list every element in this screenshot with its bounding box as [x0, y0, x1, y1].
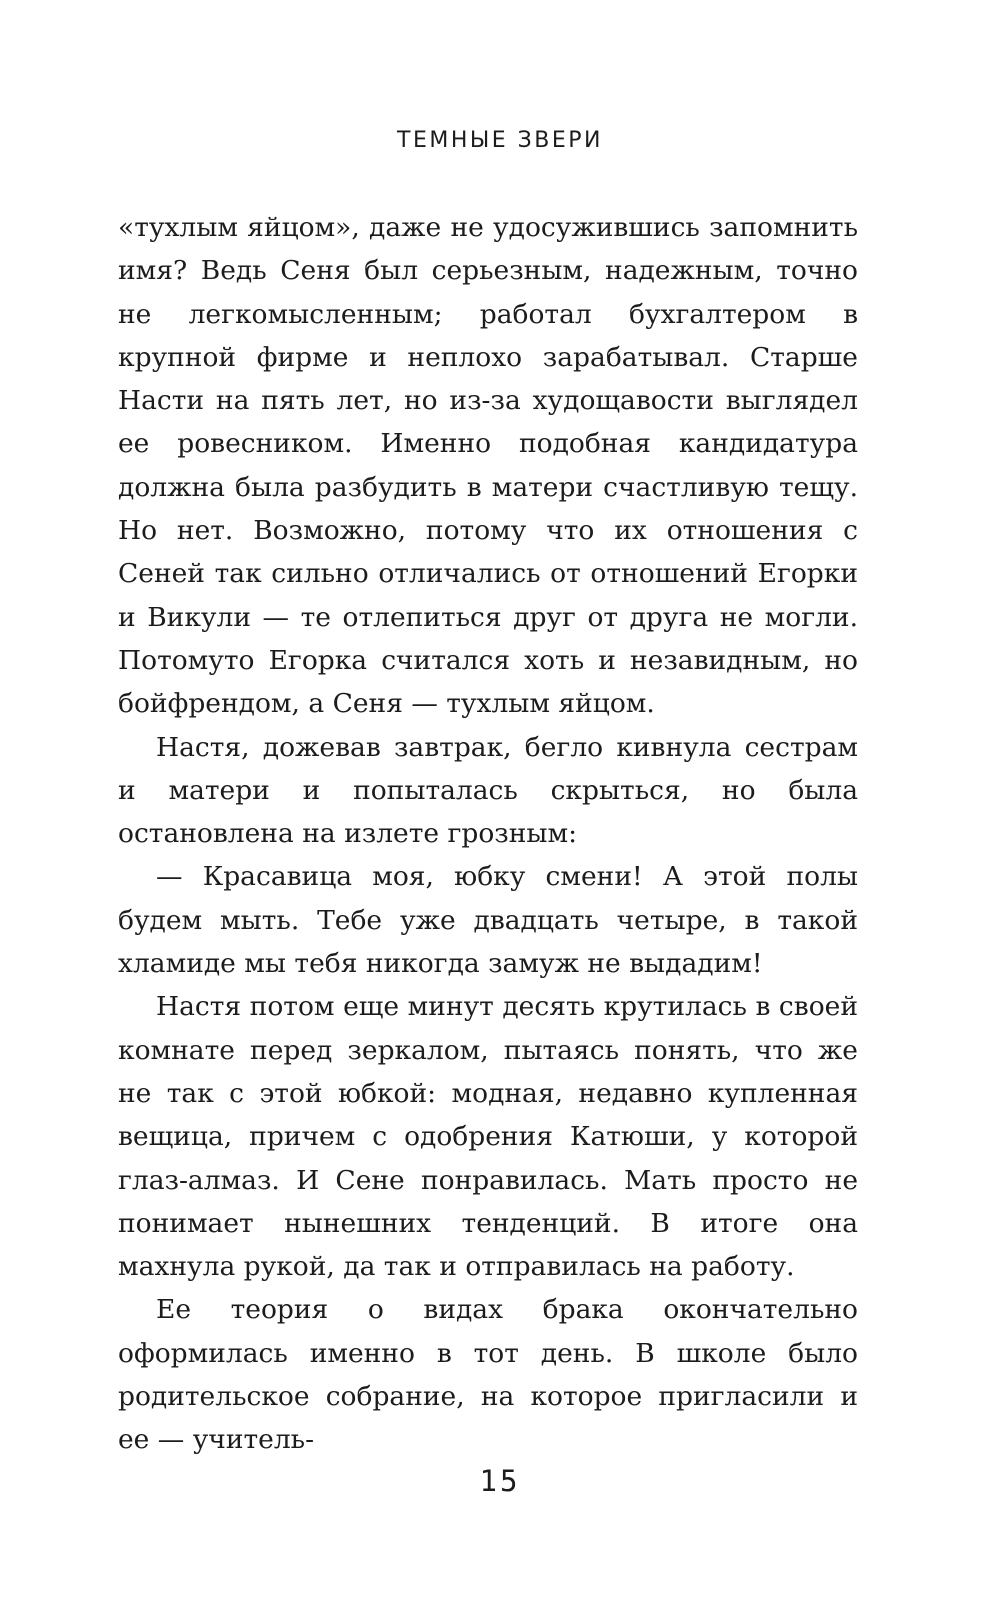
- paragraph-4: Настя потом еще минут десять крутилась в своей комнате перед зеркалом, пытаясь понять, что же не так с этой юбкой: модная, недавно купленная вещица, причем с одобрения Катюши, у которой глаз-алмаз. И Сене понравилась. Мать просто не понимает нынешних тенденций. В итоге она махнула рукой, да так и отправилась на работу.: [118, 991, 858, 1283]
- body-text: [118, 206, 858, 1462]
- paragraph-2: Настя, дожевав завтрак, бегло кивнула сестрам и матери и попыталась скрыться, но была остановлена на излете грозным:: [118, 731, 858, 850]
- page-number: 15: [479, 1464, 521, 1498]
- paragraph-1: «тухлым яйцом», даже не удосужившись запомнить имя? Ведь Сеня был серьезным, надежным, точно не легкомысленным; работал бухгалтером в крупной фирме и неплохо зарабатывал. Старше Насти на пять лет, но из-за худощавости выглядел ее ровесником. Именно подобная кандидатура должна была разбудить в матери счастливую тещу. Но нет. Возможно, потому что их отношения с Сеней так сильно отличались от отношений Егорки и Викули — те отлепиться друг от друга не могли. Потомуто Егорка считался хоть и незавидным, но бойфрендом, а Сеня — тухлым яйцом.: [118, 212, 858, 720]
- paragraph-5: Ее теория о видах брака окончательно оформилась именно в тот день. В школе было родительское собрание, на которое пригласили и ее — учитель-: [118, 1294, 858, 1456]
- running-head-title: ТЕМНЫЕ ЗВЕРИ: [397, 128, 603, 153]
- paragraph-3-dialogue: — Красавица моя, юбку смени! А этой полы будем мыть. Тебе уже двадцать четыре, в такой хламиде мы тебя никогда замуж не выдадим!: [118, 861, 858, 980]
